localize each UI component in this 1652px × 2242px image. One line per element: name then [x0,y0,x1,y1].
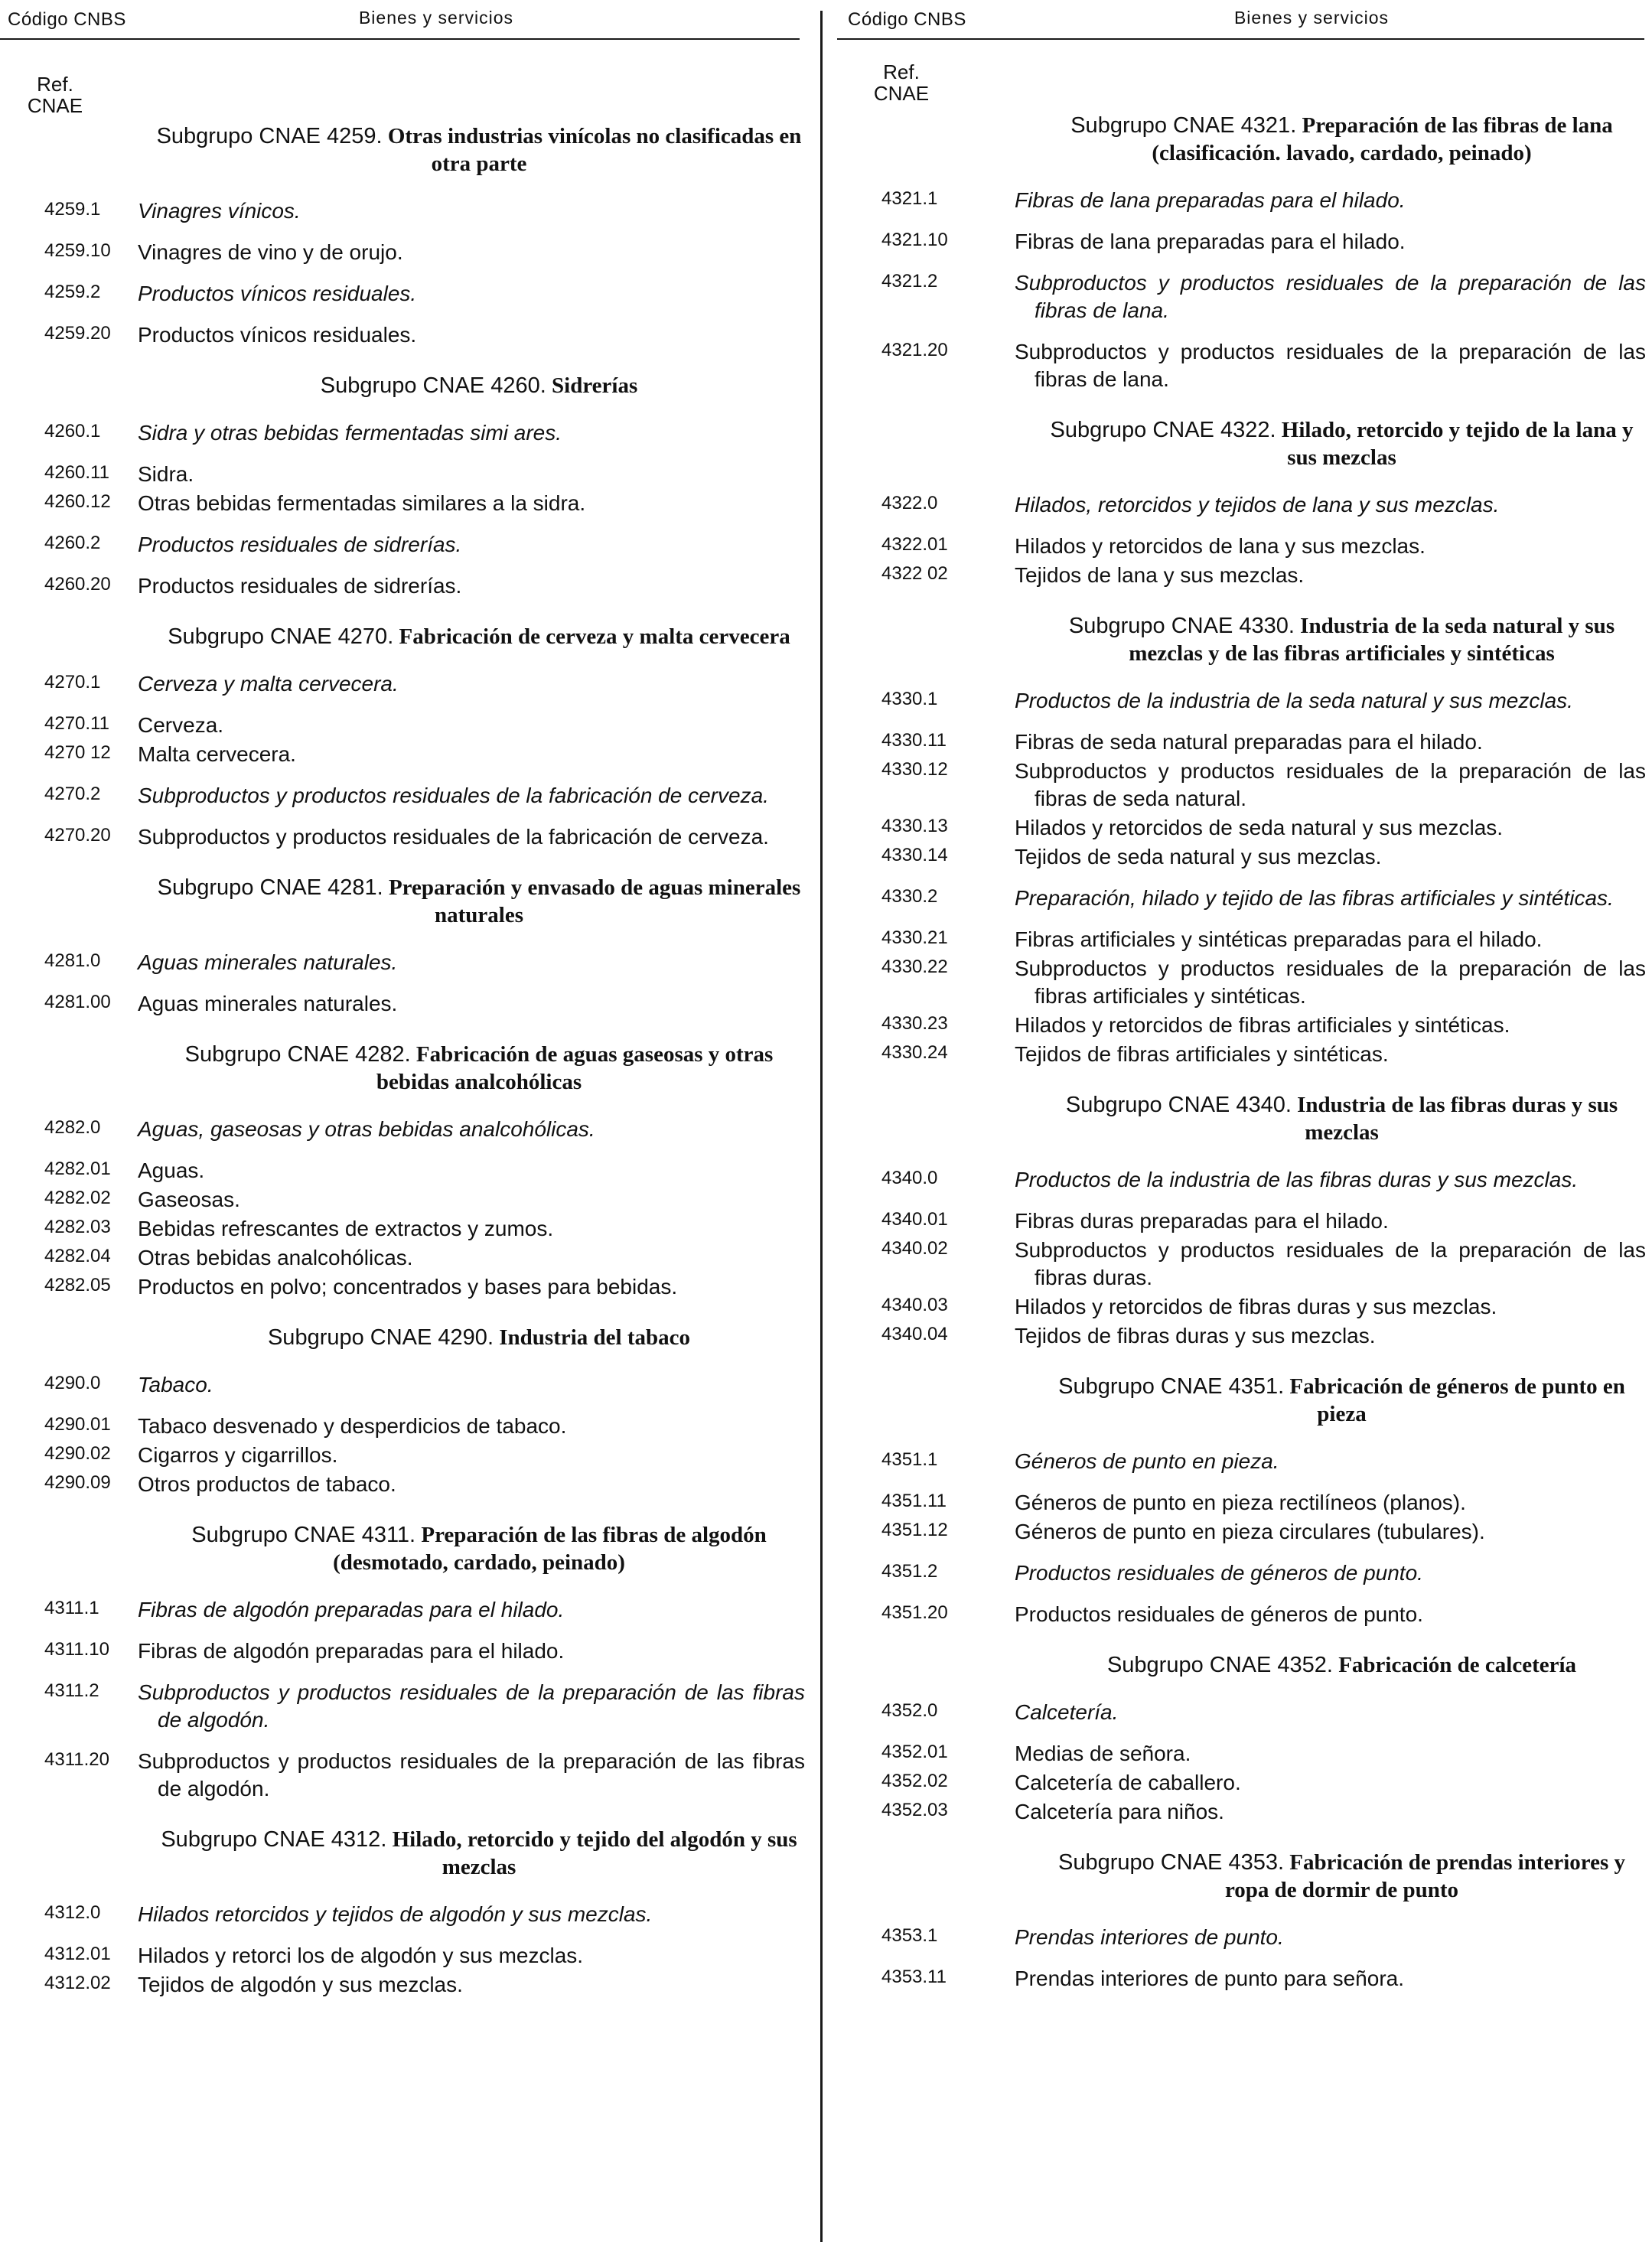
entry-code: 4282.01 [44,1158,111,1179]
entry-row [0,531,811,559]
entry-code: 4330.12 [881,759,948,780]
entry-description: Productos en polvo; concentrados y bases para bebidas. [138,1275,678,1299]
entry-row [837,1769,1652,1797]
subgroup-heading [837,1651,1652,1679]
subgroup-heading [837,112,1652,167]
entry-description: Subproductos y productos residuales de la preparación de las fibras de algodón. [138,1749,805,1800]
right-entries [837,103,1652,1993]
subgroup-label: Subgrupo CNAE 4351. [1058,1374,1285,1399]
entry-row [837,533,1652,560]
entry-description: Hilados retorcidos y tejidos de algodón y sus mezclas. [138,1902,653,1926]
subgroup-heading [0,623,811,650]
entry-description: Prendas interiores de punto para señora. [1015,1967,1404,1990]
entry-row [837,1041,1652,1068]
entry-code: 4259.10 [44,240,111,261]
entry-row [0,670,811,698]
subgroup-label: Subgrupo CNAE 4322. [1050,418,1276,442]
entry-code: 4270.20 [44,825,111,846]
entry-code: 4352.01 [881,1742,948,1762]
entry-code: 4352.02 [881,1771,948,1791]
entry-row [837,1448,1652,1475]
header-rule [837,38,1644,40]
entry-code: 4312.02 [44,1973,111,1993]
entry-code: 4351.20 [881,1602,948,1623]
subgroup-label: Subgrupo CNAE 4290. [267,1325,494,1350]
entry-code: 4330.13 [881,816,948,836]
subgroup-title: Hilado, retorcido y tejido del algodón y sus mezclas [392,1827,797,1879]
entry-description: Calcetería de caballero. [1015,1771,1241,1794]
entry-description: Tabaco desvenado y desperdicios de tabaco. [138,1414,567,1438]
entry-code: 4260.2 [44,533,101,553]
entry-code: 4340.0 [881,1168,938,1188]
entry-row [837,1601,1652,1628]
entry-description: Hilados y retorci los de algodón y sus mezclas. [138,1944,584,1967]
entry-description: Prendas interiores de punto. [1015,1925,1284,1949]
entry-description: Bebidas refrescantes de extractos y zumos. [138,1217,554,1240]
subgroup-title: Fabricación de cerveza y malta cervecera [399,624,790,649]
entry-row [0,1901,811,1928]
subgroup-label: Subgrupo CNAE 4352. [1106,1653,1333,1677]
entry-code: 4311.20 [44,1749,109,1770]
subgroup-title: Sidrerías [552,373,638,398]
entry-code: 4259.1 [44,199,101,220]
entry-code: 4311.2 [44,1680,99,1701]
entry-code: 4282.0 [44,1117,101,1138]
entry-description: Fibras de lana preparadas para el hilado. [1015,230,1406,253]
entry-description: Medias de señora. [1015,1742,1191,1765]
entry-description: Cerveza. [138,713,224,737]
subgroup-title: Otras industrias vinícolas no clasificadas en otra parte [387,124,802,176]
entry-row [0,1273,811,1301]
entry-row [0,741,811,768]
entry-code: 4290.02 [44,1443,111,1464]
entry-row [837,1322,1652,1350]
entry-code: 4353.1 [881,1925,938,1946]
subgroup-label: Subgrupo CNAE 4259. [156,124,383,148]
subgroup-label: Subgrupo CNAE 4281. [157,875,383,900]
ref-label: Ref. CNAE [27,73,83,117]
entry-row [0,1638,811,1665]
entry-row [837,269,1652,324]
entry-description: Otros productos de tabaco. [138,1472,396,1496]
entry-description: Aguas, gaseosas y otras bebidas analcohólicas. [138,1117,595,1141]
entry-code: 4290.01 [44,1414,111,1435]
entry-description: Tejidos de seda natural y sus mezclas. [1015,845,1382,868]
entry-row [837,758,1652,813]
entry-row [0,1679,811,1734]
subgroup-heading [0,1041,811,1096]
subgroup-heading [0,1521,811,1576]
entry-description: Cerveza y malta cervecera. [138,672,399,696]
entry-code: 4353.11 [881,1967,947,1987]
entry-code: 4351.1 [881,1449,938,1470]
entry-description: Productos vínicos residuales. [138,323,417,347]
entry-code: 4282.02 [44,1188,111,1208]
entry-description: Sidra y otras bebidas fermentadas simi ares. [138,421,562,445]
subgroup-label: Subgrupo CNAE 4340. [1065,1093,1292,1117]
entry-row [837,814,1652,842]
entry-description: Hilados y retorcidos de fibras artificiales y sintéticas. [1015,1013,1510,1037]
entry-description: Productos residuales de sidrerías. [138,574,462,598]
entry-description: Productos de la industria de la seda natural y sus mezclas. [1015,689,1573,712]
entry-code: 4330.21 [881,927,948,948]
subgroup-label: Subgrupo CNAE 4321. [1070,113,1297,138]
entry-description: Calcetería para niños. [1015,1800,1224,1823]
entry-code: 4340.02 [881,1238,948,1259]
subgroup-title: Preparación y envasado de aguas minerales naturales [388,875,801,927]
column-divider [820,11,823,2242]
entry-description: Preparación, hilado y tejido de las fibras artificiales y sintéticas. [1015,886,1614,910]
entry-description: Géneros de punto en pieza rectilíneos (planos). [1015,1491,1466,1514]
entry-code: 4311.10 [44,1639,109,1660]
entry-row [0,1215,811,1243]
entry-code: 4259.20 [44,323,111,344]
entry-row [0,1596,811,1624]
entry-row [837,1166,1652,1194]
subgroup-title: Industria de la seda natural y sus mezclas y de las fibras artificiales y sintéticas [1129,614,1615,666]
entry-code: 4340.03 [881,1295,948,1315]
entry-code: 4260.12 [44,491,111,512]
entry-code: 4311.1 [44,1598,99,1618]
header-title-label: Bienes y servicios [1233,8,1390,28]
entry-code: 4260.1 [44,421,101,442]
entry-row [0,949,811,976]
entry-description: Tabaco. [138,1373,213,1396]
entry-row [0,1971,811,1999]
entry-description: Subproductos y productos residuales de la preparación de las fibras duras. [1015,1238,1646,1289]
entry-description: Subproductos y productos residuales de la preparación de las fibras de lana. [1015,340,1646,391]
entry-row [0,280,811,308]
subgroup-label: Subgrupo CNAE 4282. [184,1042,411,1067]
entry-code: 4351.12 [881,1520,948,1540]
entry-description: Vinagres de vino y de orujo. [138,240,403,264]
entry-row [0,321,811,349]
entry-row [837,1740,1652,1768]
subgroup-title: Fabricación de prendas interiores y ropa de dormir de punto [1224,1850,1626,1902]
entry-row [0,1116,811,1143]
entry-description: Productos vínicos residuales. [138,282,417,305]
entry-code: 4322 02 [881,563,948,584]
subgroup-title: Hilado, retorcido y tejido de la lana y sus mezclas [1281,418,1634,470]
entry-row [837,1489,1652,1517]
entry-row [837,687,1652,715]
entry-description: Productos residuales de géneros de punto. [1015,1561,1423,1585]
entry-row [837,1207,1652,1235]
entry-code: 4340.04 [881,1324,948,1344]
subgroup-heading [0,1324,811,1351]
entry-description: Géneros de punto en pieza circulares (tubulares). [1015,1520,1485,1543]
entry-code: 4330.23 [881,1013,948,1034]
entry-description: Fibras de seda natural preparadas para el hilado. [1015,730,1483,754]
entry-description: Géneros de punto en pieza. [1015,1449,1279,1473]
entry-code: 4270 12 [44,742,111,763]
entry-description: Subproductos y productos residuales de la fabricación de cerveza. [138,784,769,807]
entry-description: Calcetería. [1015,1700,1119,1724]
ref-label: Ref. CNAE [873,60,930,105]
subgroup-heading [0,874,811,929]
entry-description: Tejidos de algodón y sus mezclas. [138,1973,463,1996]
entry-code: 4321.20 [881,340,948,360]
entry-description: Aguas minerales naturales. [138,992,398,1015]
entry-description: Cigarros y cigarrillos. [138,1443,338,1467]
entry-description: Malta cervecera. [138,742,296,766]
entry-row [0,1942,811,1970]
entry-description: Subproductos y productos residuales de la preparación de las fibras de algodón. [138,1680,805,1732]
entry-description: Tejidos de fibras artificiales y sintéticas. [1015,1042,1389,1066]
entry-description: Hilados y retorcidos de lana y sus mezclas. [1015,534,1426,558]
subgroup-title: Fabricación de calcetería [1338,1653,1577,1677]
left-entries [0,113,811,1999]
entry-description: Tejidos de fibras duras y sus mezclas. [1015,1324,1376,1347]
subgroup-heading [0,122,811,178]
entry-description: Subproductos y productos residuales de la preparación de las fibras artificiales y sintéticas. [1015,956,1646,1008]
entry-code: 4290.0 [44,1373,101,1393]
entry-row [837,955,1652,1010]
entry-code: 4312.0 [44,1902,101,1923]
entry-description: Fibras duras preparadas para el hilado. [1015,1209,1389,1233]
entry-row [0,1186,811,1214]
entry-row [837,1559,1652,1587]
entry-row [837,926,1652,953]
entry-row [837,338,1652,393]
entry-code: 4290.09 [44,1472,111,1493]
subgroup-label: Subgrupo CNAE 4270. [168,624,394,649]
entry-code: 4260.11 [44,462,109,483]
subgroup-title: Industria del tabaco [499,1325,691,1350]
entry-row [0,1413,811,1440]
entry-row [0,1442,811,1469]
entry-description: Subproductos y productos residuales de la fabricación de cerveza. [138,825,769,849]
subgroup-label: Subgrupo CNAE 4260. [320,373,546,398]
entry-code: 4321.1 [881,188,938,209]
header-title-label: Bienes y servicios [358,8,514,28]
entry-row [0,461,811,488]
subgroup-title: Fabricación de géneros de punto en pieza [1289,1374,1625,1426]
entry-row [837,562,1652,589]
entry-row [837,1699,1652,1726]
entry-description: Productos residuales de géneros de punto. [1015,1602,1423,1626]
subgroup-heading [837,1373,1652,1428]
entry-description: Fibras de lana preparadas para el hilado. [1015,188,1406,212]
entry-code: 4351.11 [881,1491,947,1511]
entry-code: 4270.1 [44,672,101,692]
entry-row [837,1293,1652,1321]
entry-code: 4282.03 [44,1217,111,1237]
entry-row [837,1012,1652,1039]
entry-code: 4282.04 [44,1246,111,1266]
entry-row [0,990,811,1018]
subgroup-heading [837,612,1652,667]
entry-row [837,187,1652,214]
entry-code: 4352.03 [881,1800,948,1820]
entry-row [0,1748,811,1803]
entry-code: 4281.0 [44,950,101,971]
entry-code: 4321.10 [881,230,948,250]
entry-description: Otras bebidas fermentadas similares a la sidra. [138,491,586,515]
entry-code: 4312.01 [44,1944,111,1964]
entry-description: Fibras artificiales y sintéticas preparadas para el hilado. [1015,927,1543,951]
entry-description: Hilados, retorcidos y tejidos de lana y sus mezclas. [1015,493,1500,517]
subgroup-label: Subgrupo CNAE 4311. [191,1523,416,1547]
subgroup-label: Subgrupo CNAE 4353. [1057,1850,1285,1875]
entry-row [0,572,811,600]
entry-description: Hilados y retorcidos de fibras duras y sus mezclas. [1015,1295,1497,1318]
subgroup-heading [0,1826,811,1881]
entry-code: 4352.0 [881,1700,938,1721]
entry-description: Hilados y retorcidos de seda natural y sus mezclas. [1015,816,1504,839]
subgroup-label: Subgrupo CNAE 4312. [161,1827,387,1852]
header-code-label: Código CNBS [848,9,966,30]
entry-description: Fibras de algodón preparadas para el hilado. [138,1639,565,1663]
entry-row [0,1471,811,1498]
entry-code: 4340.01 [881,1209,948,1230]
entry-description: Subproductos y productos residuales de la preparación de las fibras de seda natural. [1015,759,1646,810]
entry-row [837,491,1652,519]
entry-code: 4330.14 [881,845,948,865]
header-code-label: Código CNBS [8,9,126,30]
entry-code: 4330.1 [881,689,938,709]
entry-description: Gaseosas. [138,1188,240,1211]
subgroup-title: Preparación de las fibras de lana (clasificación. lavado, cardado, peinado) [1152,113,1613,165]
entry-row [0,1157,811,1185]
subgroup-heading [0,372,811,399]
entry-row [0,782,811,810]
entry-row [0,712,811,739]
entry-description: Aguas. [138,1158,205,1182]
entry-description: Productos de la industria de las fibras duras y sus mezclas. [1015,1168,1579,1191]
subgroup-heading [837,1091,1652,1146]
entry-description: Fibras de algodón preparadas para el hilado. [138,1598,565,1621]
entry-code: 4330.11 [881,730,947,751]
entry-row [837,885,1652,912]
entry-row [837,1518,1652,1546]
entry-row [0,490,811,517]
entry-row [837,843,1652,871]
entry-code: 4270.11 [44,713,109,734]
subgroup-heading [837,1849,1652,1904]
left-column [0,0,811,2242]
entry-code: 4270.2 [44,784,101,804]
header-rule [0,38,800,40]
entry-code: 4322.01 [881,534,948,555]
entry-row [837,228,1652,256]
entry-description: Vinagres vínicos. [138,199,301,223]
entry-row [837,1924,1652,1951]
subgroup-title: Industria de las fibras duras y sus mezclas [1297,1093,1618,1145]
entry-row [0,1244,811,1272]
entry-code: 4322.0 [881,493,938,513]
subgroup-title: Fabricación de aguas gaseosas y otras bebidas analcohólicas [376,1042,774,1094]
entry-description: Tejidos de lana y sus mezclas. [1015,563,1305,587]
entry-code: 4281.00 [44,992,111,1012]
entry-code: 4351.2 [881,1561,938,1582]
subgroup-label: Subgrupo CNAE 4330. [1068,614,1295,638]
entry-row [837,1798,1652,1826]
entry-row [837,1965,1652,1993]
entry-description: Sidra. [138,462,194,486]
entry-code: 4259.2 [44,282,101,302]
entry-description: Aguas minerales naturales. [138,950,398,974]
right-column [837,0,1652,2242]
entry-row [837,1237,1652,1292]
entry-code: 4330.22 [881,956,948,977]
entry-code: 4260.20 [44,574,111,595]
entry-description: Subproductos y productos residuales de la preparación de las fibras de lana. [1015,271,1646,322]
entry-row [0,239,811,266]
subgroup-heading [837,416,1652,471]
entry-row [0,197,811,225]
entry-description: Productos residuales de sidrerías. [138,533,462,556]
entry-description: Otras bebidas analcohólicas. [138,1246,413,1269]
entry-code: 4321.2 [881,271,938,292]
entry-row [0,823,811,851]
entry-row [0,419,811,447]
entry-code: 4330.2 [881,886,938,907]
entry-row [0,1371,811,1399]
entry-code: 4330.24 [881,1042,948,1063]
entry-row [837,728,1652,756]
subgroup-title: Preparación de las fibras de algodón (desmotado, cardado, peinado) [333,1523,767,1575]
entry-code: 4282.05 [44,1275,111,1295]
